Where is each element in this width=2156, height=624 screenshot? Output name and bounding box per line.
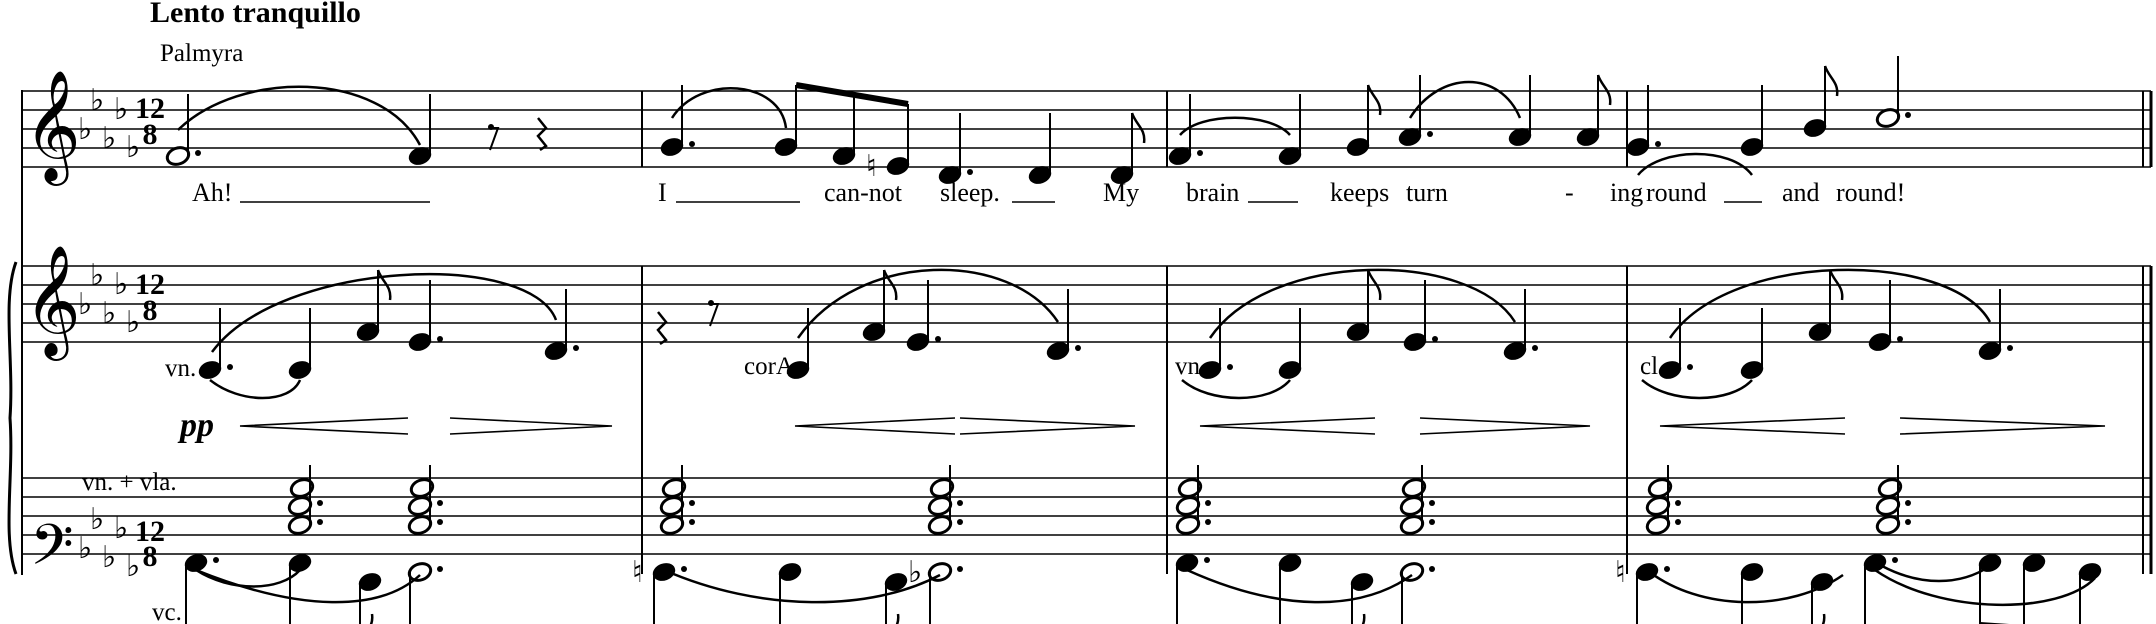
piano-lh-note	[1615, 555, 1670, 624]
piano-rh-note	[1345, 270, 1380, 343]
piano-lh-note	[1862, 552, 1898, 624]
piano-lh-note	[2077, 561, 2103, 624]
piano-lh-note	[1809, 571, 1835, 624]
piano-rh-note	[1045, 289, 1081, 362]
bass-chord-note	[287, 495, 323, 518]
piano-rh-note	[1277, 308, 1303, 381]
svg-text:♭: ♭	[908, 555, 923, 590]
key-flat: ♭	[126, 130, 141, 165]
cue-lower-top: vn. + vla.	[82, 469, 177, 496]
voice-name: Palmyra	[160, 40, 244, 67]
time-sig-den-voice: 8	[142, 118, 158, 151]
dynamic-pp: pp	[180, 407, 214, 444]
bass-chord-note	[1645, 514, 1681, 537]
piano-brace	[9, 262, 16, 574]
piano-rh-note	[1977, 289, 2013, 362]
bass-chord-note	[927, 514, 963, 537]
piano-rh-note	[287, 308, 313, 381]
eighth-rest	[708, 300, 718, 326]
quarter-rest	[538, 118, 546, 150]
bass-chord-note	[407, 495, 443, 518]
bass-chord-note	[1401, 477, 1427, 500]
voice-note	[866, 104, 911, 184]
bass-chord-note	[409, 477, 435, 500]
voice-note	[1027, 113, 1053, 186]
piano-lh-note	[1277, 552, 1303, 624]
bass-chord-note	[659, 514, 695, 537]
voice-note	[1739, 85, 1765, 158]
cue-m3-upper: vn.	[1175, 353, 1207, 380]
lyric-ah: Ah!	[192, 178, 233, 207]
piano-lh-note	[407, 561, 443, 624]
key-flat: ♭	[78, 287, 93, 322]
key-flat: ♭	[78, 531, 93, 566]
bass-chord-note	[661, 477, 687, 500]
beam	[796, 85, 908, 104]
piano-lh-note	[1399, 561, 1435, 624]
svg-text:♮: ♮	[632, 555, 643, 590]
key-flat: ♭	[102, 540, 117, 575]
key-flat: ♭	[78, 112, 93, 147]
bass-chord-note	[1647, 477, 1673, 500]
key-flat: ♭	[90, 502, 105, 537]
quarter-rest	[658, 312, 666, 344]
bass-chord-note	[1877, 477, 1903, 500]
voice-note	[1507, 75, 1533, 148]
piano-lh-note	[883, 571, 909, 624]
lyric-hyphen: -	[1565, 178, 1574, 207]
hairpins	[240, 418, 2105, 434]
bass-chord-note	[1399, 514, 1435, 537]
bass-chord-note	[1177, 477, 1203, 500]
key-flat: ♭	[114, 267, 129, 302]
piano-rh-note	[1807, 270, 1842, 343]
treble-clef-piano: 𝄞	[24, 244, 81, 356]
piano-lh-note	[632, 555, 687, 624]
time-sig-den-bass: 8	[142, 540, 158, 573]
piano-rh-note	[1502, 289, 1538, 362]
cue-m2-upper: corA.	[744, 353, 801, 380]
bass-chord-note	[659, 495, 695, 518]
cue-m1-upper: vn.	[165, 355, 197, 382]
piano-lh-note	[1739, 561, 1765, 624]
piano-lh-note	[2021, 552, 2047, 624]
lyric-round-1: round	[1646, 178, 1707, 207]
key-signatures	[78, 83, 140, 584]
bass-chord-note	[929, 477, 955, 500]
svg-text:♮: ♮	[1615, 555, 1626, 590]
bass-clef-piano: 𝄢	[30, 513, 74, 592]
piano-lh-note	[1174, 552, 1210, 624]
lyric-and: and	[1782, 178, 1820, 207]
eighth-rest	[488, 124, 498, 150]
lyric-round-2: round!	[1836, 178, 1906, 207]
svg-text:♮: ♮	[866, 149, 877, 184]
piano-lh-note	[183, 552, 219, 624]
key-flat: ♭	[126, 549, 141, 584]
bass-chord-note	[1645, 495, 1681, 518]
key-flat: ♭	[114, 92, 129, 127]
notes-layer	[165, 56, 2103, 624]
time-sig-num-voice: 12	[135, 92, 165, 125]
lyric-sleep: sleep.	[940, 178, 1000, 207]
key-flat: ♭	[114, 511, 129, 546]
staff-lines	[22, 91, 2151, 554]
time-sig-num-treble: 12	[135, 268, 165, 301]
bass-chord-note	[1175, 495, 1211, 518]
bass-chord-note	[1175, 514, 1211, 537]
voice-note	[165, 94, 201, 167]
time-sig-num-bass: 12	[135, 515, 165, 548]
treble-clef-voice: 𝄞	[24, 69, 81, 181]
lyric-keeps: keeps	[1330, 178, 1390, 207]
time-sig-den-treble: 8	[142, 294, 158, 327]
bass-chord-note	[927, 495, 963, 518]
tempo-marking: Lento tranquillo	[150, 0, 361, 29]
slurs	[178, 82, 2095, 605]
lyric-turn: turn	[1406, 178, 1448, 207]
voice-note	[831, 94, 857, 167]
bass-chord-note	[1399, 495, 1435, 518]
bass-chord-note	[1875, 514, 1911, 537]
piano-rh-note	[197, 308, 233, 381]
key-flat: ♭	[102, 296, 117, 331]
bass-chord-note	[287, 514, 323, 537]
voice-note	[1575, 75, 1610, 148]
lyric-brain: brain	[1186, 178, 1240, 207]
lyric-my: My	[1103, 178, 1140, 207]
lyric-i: I	[658, 178, 667, 207]
piano-lh-note	[287, 552, 313, 624]
lyric-cannot: can-not	[824, 178, 902, 207]
key-flat: ♭	[90, 258, 105, 293]
bass-chord-note	[407, 514, 443, 537]
key-flat: ♭	[126, 305, 141, 340]
voice-note	[937, 113, 973, 186]
bass-chord-note	[1875, 495, 1911, 518]
voice-note	[1875, 56, 1911, 129]
piano-lh-note	[1977, 552, 2003, 624]
key-flat: ♭	[102, 121, 117, 156]
cue-lower-bottom: vc.	[152, 599, 182, 624]
voice-note	[1109, 113, 1144, 186]
piano-lh-note	[908, 555, 963, 624]
lyric-ing: ing	[1610, 178, 1644, 207]
bass-chord-note	[289, 477, 315, 500]
piano-rh-note	[1739, 308, 1765, 381]
cue-m4-upper: cl.	[1640, 353, 1665, 380]
piano-lh-note	[777, 561, 803, 624]
voice-note	[1277, 94, 1303, 167]
key-flat: ♭	[90, 83, 105, 118]
piano-rh-note	[543, 289, 579, 362]
